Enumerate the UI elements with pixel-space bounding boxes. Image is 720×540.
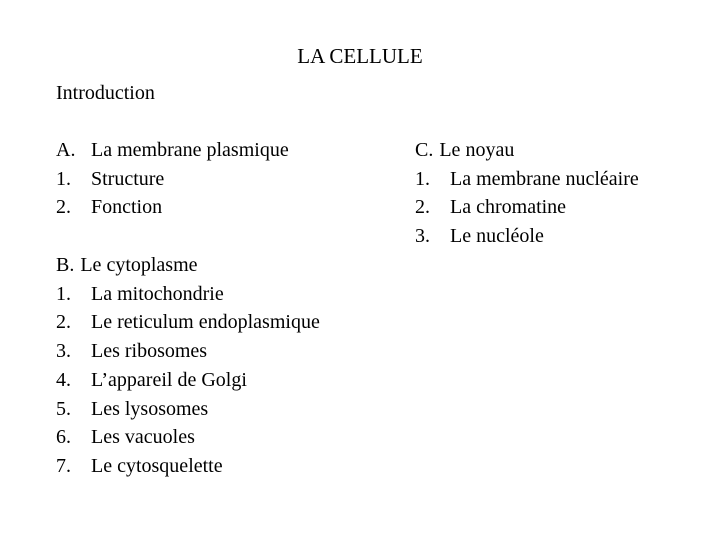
item-label: Fonction: [91, 196, 163, 219]
item-label: La chromatine: [450, 196, 567, 219]
list-item: [56, 280, 320, 309]
section-heading: [56, 251, 320, 280]
item-number: 7.: [56, 454, 71, 477]
section-heading: [56, 136, 289, 165]
introduction-heading: Introduction: [56, 82, 155, 104]
section-title: Le cytoplasme: [80, 254, 198, 276]
item-label: La membrane nucléaire: [450, 167, 639, 190]
item-label: Les vacuoles: [91, 426, 195, 449]
section-letter: B.: [56, 254, 75, 276]
item-number: 1.: [56, 282, 71, 305]
section-membrane-plasmique: [56, 136, 289, 222]
list-item: [415, 165, 639, 194]
section-letter: C.: [415, 139, 434, 161]
list-item: [56, 165, 289, 194]
item-label: Le cytosquelette: [91, 454, 223, 477]
item-label: La mitochondrie: [91, 282, 224, 305]
item-number: 5.: [56, 397, 71, 420]
list-item: [415, 222, 639, 251]
section-title: Le noyau: [439, 139, 515, 161]
list-item: [56, 193, 289, 222]
section-heading: [415, 136, 639, 165]
item-number: 1.: [415, 167, 430, 190]
item-label: Les lysosomes: [91, 397, 209, 420]
list-item: [56, 337, 320, 366]
section-item-list: [56, 280, 320, 481]
section-item-list: [56, 165, 289, 222]
item-number: 4.: [56, 368, 71, 391]
item-label: Le nucléole: [450, 225, 544, 248]
list-item: [56, 366, 320, 395]
section-item-list: [415, 165, 639, 251]
item-number: 3.: [415, 225, 430, 248]
item-label: Structure: [91, 167, 165, 190]
section-title: La membrane plasmique: [91, 139, 289, 161]
item-label: L’appareil de Golgi: [91, 368, 247, 391]
list-item: [56, 308, 320, 337]
item-number: 2.: [415, 196, 430, 219]
item-number: 2.: [56, 311, 71, 334]
item-number: 2.: [56, 196, 71, 219]
item-label: Les ribosomes: [91, 340, 208, 363]
list-item: [415, 193, 639, 222]
item-number: 3.: [56, 340, 71, 363]
list-item: [56, 395, 320, 424]
page-title: LA CELLULE: [297, 44, 423, 68]
item-label: Le reticulum endoplasmique: [91, 311, 320, 334]
section-noyau: [415, 136, 639, 251]
list-item: [56, 423, 320, 452]
section-cytoplasme: [56, 251, 320, 481]
item-number: 1.: [56, 167, 71, 190]
list-item: [56, 452, 320, 481]
item-number: 6.: [56, 426, 71, 449]
section-letter: A.: [56, 139, 76, 161]
